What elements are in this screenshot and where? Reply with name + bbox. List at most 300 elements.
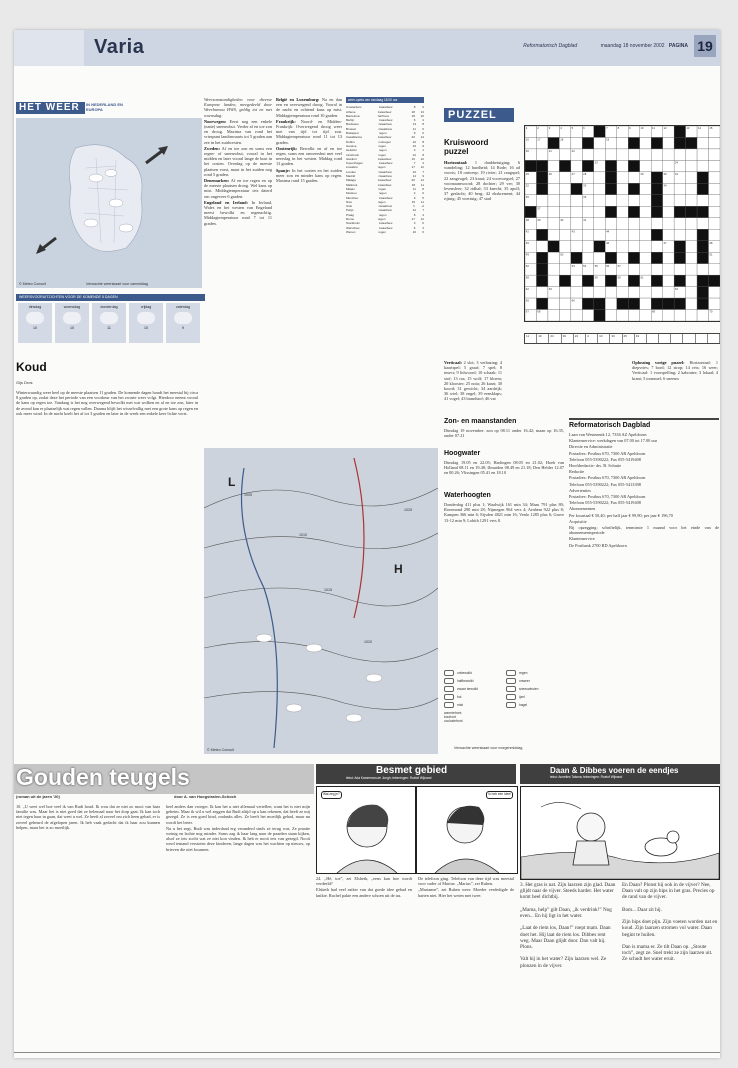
crossword-cell[interactable] (663, 264, 674, 275)
crossword-cell[interactable] (640, 229, 651, 240)
crossword-cell[interactable] (559, 229, 570, 240)
crossword-cell[interactable] (594, 287, 605, 298)
crossword-block (617, 298, 628, 309)
table-cell: Madrid (346, 174, 356, 179)
crossword-number: 25 (525, 172, 529, 177)
europe-weather-col-2 (276, 97, 342, 437)
crossword-cell[interactable] (594, 252, 605, 263)
crossword-cell[interactable] (686, 195, 697, 206)
crossword-block (536, 160, 547, 171)
solution-cell[interactable]: 10 (598, 334, 610, 343)
crossword-cell[interactable] (605, 149, 616, 160)
crossword-cell[interactable] (686, 287, 697, 298)
crossword-block (651, 275, 662, 286)
crossword-block (697, 172, 708, 183)
weather-symbol-icon (444, 670, 454, 676)
crossword-number: 23 (594, 160, 598, 165)
crossword-cell[interactable] (640, 218, 651, 229)
forecast-day-3 (92, 303, 126, 343)
crossword-cell[interactable] (709, 149, 720, 160)
crossword-cell[interactable] (617, 252, 628, 263)
weather-legend (444, 670, 568, 754)
table-cell: 8 (422, 122, 424, 127)
crossword-cell[interactable] (617, 206, 628, 217)
crossword-cell[interactable] (674, 229, 685, 240)
crossword-cell[interactable] (559, 287, 570, 298)
crossword-cell[interactable] (697, 160, 708, 171)
crossword-cell[interactable] (640, 149, 651, 160)
crossword-number: 58 (525, 275, 529, 280)
weather-logo-sub: IN NEDERLAND EN EUROPA (86, 102, 123, 112)
crossword-cell[interactable] (640, 160, 651, 171)
crossword-cell[interactable] (709, 298, 720, 309)
europe-weather-col-1 (204, 97, 272, 437)
crossword-block (605, 172, 616, 183)
crossword-block (582, 275, 593, 286)
crossword-cell[interactable] (709, 160, 720, 171)
crossword-cell[interactable] (617, 195, 628, 206)
crossword-cell[interactable] (686, 149, 697, 160)
crossword-cell[interactable] (686, 298, 697, 309)
crossword-cell[interactable] (709, 287, 720, 298)
crossword-cell[interactable] (559, 241, 570, 252)
forecast-temp: 10 (70, 326, 74, 330)
crossword-cell[interactable] (663, 310, 674, 321)
crossword-cell[interactable] (628, 241, 639, 252)
crossword-cell[interactable] (686, 183, 697, 194)
crossword-number: 33 (583, 183, 587, 188)
colophon-line: Postadres: Postbus 670, 7300 AR Apeldoorn (569, 494, 646, 500)
legend-front: warmtefront (444, 711, 462, 715)
clue-entry (444, 160, 520, 202)
crossword-cell[interactable] (605, 310, 616, 321)
crossword-cell[interactable] (686, 252, 697, 263)
crossword-cell[interactable] (548, 206, 559, 217)
forecast-day-4 (129, 303, 163, 343)
solution-cell[interactable]: 11 (525, 334, 537, 343)
crossword-cell[interactable] (617, 137, 628, 148)
crossword-cell[interactable] (697, 310, 708, 321)
crossword-cell[interactable] (536, 195, 547, 206)
crossword-cell[interactable] (640, 264, 651, 275)
crossword-number: 69 (651, 309, 656, 314)
colophon-line: Acquisitie (569, 518, 587, 524)
crossword-cell[interactable] (559, 310, 570, 321)
table-cell: regen (378, 191, 387, 196)
crossword-cell[interactable] (663, 206, 674, 217)
crossword-cell[interactable] (628, 195, 639, 206)
table-row (346, 230, 424, 234)
crossword-cell[interactable] (663, 137, 674, 148)
weather-symbol-icon (506, 702, 516, 708)
crossword-cell[interactable] (594, 137, 605, 148)
crossword-cell[interactable] (663, 229, 674, 240)
crossword-block (709, 275, 720, 286)
crossword-block (536, 275, 547, 286)
crossword-cell[interactable] (571, 241, 582, 252)
country-entry (204, 200, 272, 226)
crossword-cell[interactable] (605, 218, 616, 229)
solution-cell[interactable]: 43 (635, 334, 647, 343)
crossword-cell[interactable] (582, 310, 593, 321)
crossword-cell[interactable] (686, 264, 697, 275)
colophon-line: Bij opzegging: schriftelijk, tenminste 1 maand voor het einde van de abonnementsperiode (569, 525, 719, 536)
pressure-map-drawing (204, 448, 438, 754)
crossword-cell[interactable] (663, 287, 674, 298)
crossword-cell[interactable] (640, 183, 651, 194)
crossword-cell[interactable] (709, 195, 720, 206)
crossword-number: 66 (571, 298, 575, 303)
waterhoogten-text (444, 502, 564, 662)
crossword-cell[interactable] (674, 264, 685, 275)
table-cell: 6 (413, 225, 416, 230)
table-cell: 8 (422, 139, 424, 144)
legend-label: bui (457, 694, 462, 699)
crossword-cell[interactable] (617, 172, 628, 183)
crossword-cell[interactable] (548, 275, 559, 286)
crossword-cell[interactable] (651, 218, 662, 229)
cloud-icon (26, 312, 44, 324)
crossword-grid[interactable] (524, 125, 720, 322)
crossword-cell[interactable] (617, 287, 628, 298)
table-cell: regen (378, 186, 387, 191)
crossword-cell[interactable] (686, 241, 697, 252)
crossword-cell[interactable] (548, 298, 559, 309)
comic-paragraph: „Marianne”, zei Ruben weer. Moeder verdedigde de harten niet. Hier het weten met twee. (418, 887, 514, 898)
crossword-cell[interactable] (559, 195, 570, 206)
crossword-block (628, 252, 639, 263)
crossword-cell[interactable] (617, 183, 628, 194)
table-cell: 7 (422, 208, 424, 213)
crossword-cell[interactable] (651, 149, 662, 160)
cloud-icon (174, 312, 192, 324)
crossword-cell[interactable] (709, 229, 720, 240)
crossword-cell[interactable] (582, 206, 593, 217)
crossword-cell[interactable] (663, 218, 674, 229)
crossword-cell[interactable] (686, 275, 697, 286)
crossword-cell[interactable] (605, 195, 616, 206)
crossword-cell[interactable] (628, 229, 639, 240)
crossword-cell[interactable] (594, 183, 605, 194)
crossword-cell[interactable] (651, 264, 662, 275)
crossword-cell[interactable] (571, 160, 582, 171)
crossword-number: 42 (525, 229, 529, 234)
crossword-cell[interactable] (548, 264, 559, 275)
crossword-cell[interactable] (674, 149, 685, 160)
crossword-cell[interactable] (697, 195, 708, 206)
crossword-block (525, 160, 536, 171)
solution-cell[interactable] (708, 334, 720, 343)
crossword-number: 20 (525, 149, 529, 154)
crossword-cell[interactable] (663, 252, 674, 263)
table-cell: 0 (422, 221, 424, 226)
crossword-cell[interactable] (686, 218, 697, 229)
table-cell: zwaarbew (378, 225, 393, 230)
table-cell: 4 (422, 118, 424, 123)
svg-text:H: H (394, 562, 403, 576)
crossword-cell[interactable] (594, 149, 605, 160)
puzzel-logo: PUZZEL (444, 108, 514, 122)
crossword-cell[interactable] (640, 241, 651, 252)
crossword-cell[interactable] (594, 172, 605, 183)
crossword-cell[interactable] (617, 149, 628, 160)
crossword-number: 54 (583, 263, 587, 268)
crossword-cell[interactable] (709, 206, 720, 217)
crossword-cell[interactable] (559, 149, 570, 160)
crossword-cell[interactable] (571, 218, 582, 229)
crossword-cell[interactable] (697, 137, 708, 148)
crossword-block (605, 275, 616, 286)
crossword-cell[interactable] (605, 298, 616, 309)
crossword-cell[interactable] (674, 183, 685, 194)
crossword-cell[interactable] (628, 149, 639, 160)
crossword-cell[interactable] (709, 172, 720, 183)
country-entry (204, 119, 272, 145)
crossword-cell[interactable] (582, 229, 593, 240)
table-cell: 12 (420, 217, 424, 222)
weather-symbol-icon (444, 702, 454, 708)
crossword-cell[interactable] (640, 287, 651, 298)
crossword-block (651, 206, 662, 217)
crossword-cell[interactable] (686, 229, 697, 240)
crossword-cell[interactable] (536, 149, 547, 160)
forecast-day-label: donderdag (100, 305, 118, 309)
crossword-cell[interactable] (640, 137, 651, 148)
crossword-block (628, 183, 639, 194)
solution-cell[interactable] (659, 334, 671, 343)
table-cell: zwaarbew (378, 126, 392, 131)
crossword-cell[interactable] (536, 287, 547, 298)
crossword-cell[interactable] (548, 195, 559, 206)
hoogwater-head: Hoogwater (444, 450, 481, 457)
crossword-cell[interactable] (617, 229, 628, 240)
crossword-number: 47 (663, 240, 667, 245)
solution-cell[interactable]: 33 (610, 334, 622, 343)
crossword-cell[interactable] (582, 287, 593, 298)
crossword-block (674, 126, 685, 137)
table-cell: 6 (422, 126, 424, 131)
table-cell: Casablanca (346, 135, 362, 140)
crossword-block (674, 241, 685, 252)
crossword-cell[interactable] (617, 310, 628, 321)
crossword-cell[interactable] (663, 149, 674, 160)
koud-paragraph: Winterwaardig weer heel op de meeste plaatsen 11 graden. De komende dagen houdt het meestal bij circa 8 graden op, zodat deze het periode van een voorkeur van het zwarte weer volgt. Hierdoor neemt vooral de kans op regen toe. Vandaag is het nog overwegend bewolkt met wat wolken en af en toe zon, later in de avond kan er plaatselijk wat regen vallen. Daarna blijft het wisselvallig met een grote kans op regen en ook meer wind. In de nacht koelt het af tot 3 graden en later in de week een enkele keer lichte vorst. (16, 390, 198, 416)
colophon-line: Postadres: Postbus 670, 7300 AR Apeldoorn (569, 450, 646, 456)
crossword-cell[interactable] (594, 206, 605, 217)
crossword-number: 36 (583, 195, 587, 200)
solution-cell[interactable]: 39 (562, 334, 574, 343)
solution-cell[interactable] (671, 334, 683, 343)
solution-cell[interactable] (696, 334, 708, 343)
crossword-cell[interactable] (582, 241, 593, 252)
crossword-number: 46 (606, 240, 610, 245)
crossword-cell[interactable] (686, 310, 697, 321)
table-cell: 7 (422, 169, 424, 174)
crossword-cell[interactable] (628, 264, 639, 275)
crossword-cell[interactable] (628, 172, 639, 183)
crossword-cell[interactable] (594, 195, 605, 206)
crossword-cell[interactable] (559, 206, 570, 217)
solution-cell[interactable]: 25 (623, 334, 635, 343)
table-cell: zwaarbew (378, 122, 392, 127)
colophon-line: Telefoon 055-5390222; Fax 055-5419408 (569, 456, 641, 462)
comic-daan-text-left (520, 882, 616, 1050)
table-cell: 13 (420, 109, 424, 114)
crossword-block (628, 298, 639, 309)
crossword-cell[interactable] (571, 195, 582, 206)
crossword-cell[interactable] (697, 149, 708, 160)
crossword-cell[interactable] (548, 252, 559, 263)
crossword-cell[interactable] (686, 160, 697, 171)
crossword-number: 4 (560, 126, 562, 131)
table-cell: Helsinki (346, 148, 357, 153)
crossword-cell[interactable] (674, 310, 685, 321)
legend-item (506, 670, 568, 676)
crossword-cell[interactable] (605, 287, 616, 298)
crossword-number: 34 (663, 183, 667, 188)
pressure-label: 1010 (299, 533, 307, 537)
table-cell: zwaarbew (378, 208, 392, 213)
legend-item (506, 702, 568, 708)
legend-item (444, 678, 506, 684)
clue-text: Horizontaal: 1 diepvries; 7 bord; 12 strop; 14 reis; 16 weer; Verticaal: 1 voorspelling; 2 kabouter; 3 lokaal; 4 krant; 5 trommel; 6 sneeuw (632, 360, 718, 381)
solution-cell[interactable]: 19 (537, 334, 549, 343)
crossword-number: 63 (548, 286, 552, 291)
crossword-number: 26 (548, 172, 552, 177)
weather-symbol-icon (506, 678, 516, 684)
crossword-number: 18 (560, 137, 564, 142)
crossword-cell[interactable] (571, 310, 582, 321)
crossword-number: 31 (674, 172, 679, 177)
table-cell: 17 (411, 165, 415, 170)
pressure-label: 1025 (404, 508, 412, 512)
table-cell: 18 (411, 109, 415, 114)
table-cell: 3 (413, 221, 416, 226)
crossword-block (697, 275, 708, 286)
comic-besmet-text-2 (418, 876, 514, 1050)
crossword-block (697, 183, 708, 194)
legend-item (506, 694, 568, 700)
crossword-cell[interactable] (582, 149, 593, 160)
crossword-cell[interactable] (617, 241, 628, 252)
serial-author: door A. van Hoogstraten-Schoch (174, 794, 237, 799)
crossword-cell[interactable] (628, 287, 639, 298)
comic-daan-header (520, 764, 720, 784)
crossword-number: 3 (548, 126, 551, 131)
crossword-block (582, 137, 593, 148)
crossword-cell[interactable] (559, 172, 570, 183)
crossword-cell[interactable] (640, 298, 651, 309)
crossword-cell[interactable] (548, 218, 559, 229)
crossword-cell[interactable] (571, 275, 582, 286)
crossword-block (651, 183, 662, 194)
crossword-number: 16 (525, 137, 529, 142)
colophon-line: Telefoon 055-5390222; Fax 055-5413398 (569, 481, 641, 487)
solution-cell[interactable] (683, 334, 695, 343)
legend-item (444, 694, 506, 700)
crossword-number: 57 (617, 263, 621, 268)
crossword-cell[interactable] (709, 183, 720, 194)
crossword-number: 37 (537, 206, 541, 211)
crossword-cell[interactable] (640, 252, 651, 263)
table-cell: Stockholm (346, 221, 361, 226)
solution-cell[interactable]: 24 (574, 334, 586, 343)
crossword-cell[interactable] (640, 195, 651, 206)
issue-date: maandag 18 november 2002 (600, 43, 665, 49)
crossword-cell[interactable] (697, 218, 708, 229)
legend-label: ijzel (519, 694, 525, 699)
crossword-cell[interactable] (674, 195, 685, 206)
crossword-cell[interactable] (709, 218, 720, 229)
crossword-cell[interactable] (571, 287, 582, 298)
crossword-cell[interactable] (571, 206, 582, 217)
clue-entry (444, 360, 502, 402)
table-cell: 1 (422, 148, 424, 153)
crossword-block (651, 172, 662, 183)
crossword-cell[interactable] (571, 137, 582, 148)
crossword-cell[interactable] (709, 137, 720, 148)
crossword-cell[interactable] (663, 195, 674, 206)
solution-cell[interactable] (647, 334, 659, 343)
comic-besmet-panel-2 (416, 786, 518, 874)
crossword-cell[interactable] (559, 183, 570, 194)
crossword-cell[interactable] (548, 229, 559, 240)
crossword-number: 21 (548, 149, 552, 154)
crossword-cell[interactable] (559, 264, 570, 275)
crossword-cell[interactable] (617, 160, 628, 171)
crossword-cell[interactable] (663, 275, 674, 286)
crossword-cell[interactable] (651, 287, 662, 298)
crossword-cell[interactable] (594, 218, 605, 229)
solution-cell[interactable]: 24 (549, 334, 561, 343)
crossword-cell[interactable] (651, 160, 662, 171)
comic-paragraph: Elsbeth had veel ruiker van dat goede idee gehad en knikte. Rachel pakte een andere schoen uit de tas. (316, 887, 412, 898)
crossword-cell[interactable] (640, 310, 651, 321)
crossword-cell[interactable] (582, 252, 593, 263)
crossword-cell[interactable] (536, 241, 547, 252)
table-cell: Parijs (346, 208, 354, 213)
table-cell: Milaan (346, 186, 355, 191)
crossword-cell[interactable] (674, 218, 685, 229)
crossword-number: 45 (525, 240, 529, 245)
table-cell: München (346, 195, 359, 200)
crossword-block (628, 137, 639, 148)
crossword-cell[interactable] (594, 229, 605, 240)
crossword-cell[interactable] (663, 160, 674, 171)
crossword-cell[interactable] (640, 206, 651, 217)
table-cell: regen (377, 217, 386, 222)
crossword-cell[interactable] (548, 160, 559, 171)
crossword-cell[interactable] (628, 310, 639, 321)
table-cell: 10 (412, 143, 416, 148)
header-meta (523, 43, 688, 49)
table-cell: zwaarbew (378, 174, 392, 179)
crossword-number: 2 (537, 126, 539, 131)
crossword-cell[interactable] (559, 298, 570, 309)
crossword-cell[interactable] (651, 241, 662, 252)
crossword-cell[interactable] (548, 183, 559, 194)
crossword-block (605, 183, 616, 194)
crossword-cell[interactable] (548, 310, 559, 321)
page-number: 19 (694, 35, 716, 57)
crossword-cell[interactable] (709, 264, 720, 275)
koud-author: Gijs Dros (16, 380, 33, 385)
crossword-cell[interactable] (628, 218, 639, 229)
solution-cell[interactable]: 4 (586, 334, 598, 343)
crossword-cell[interactable] (686, 172, 697, 183)
crossword-cell[interactable] (697, 264, 708, 275)
crossword-cell[interactable] (617, 218, 628, 229)
